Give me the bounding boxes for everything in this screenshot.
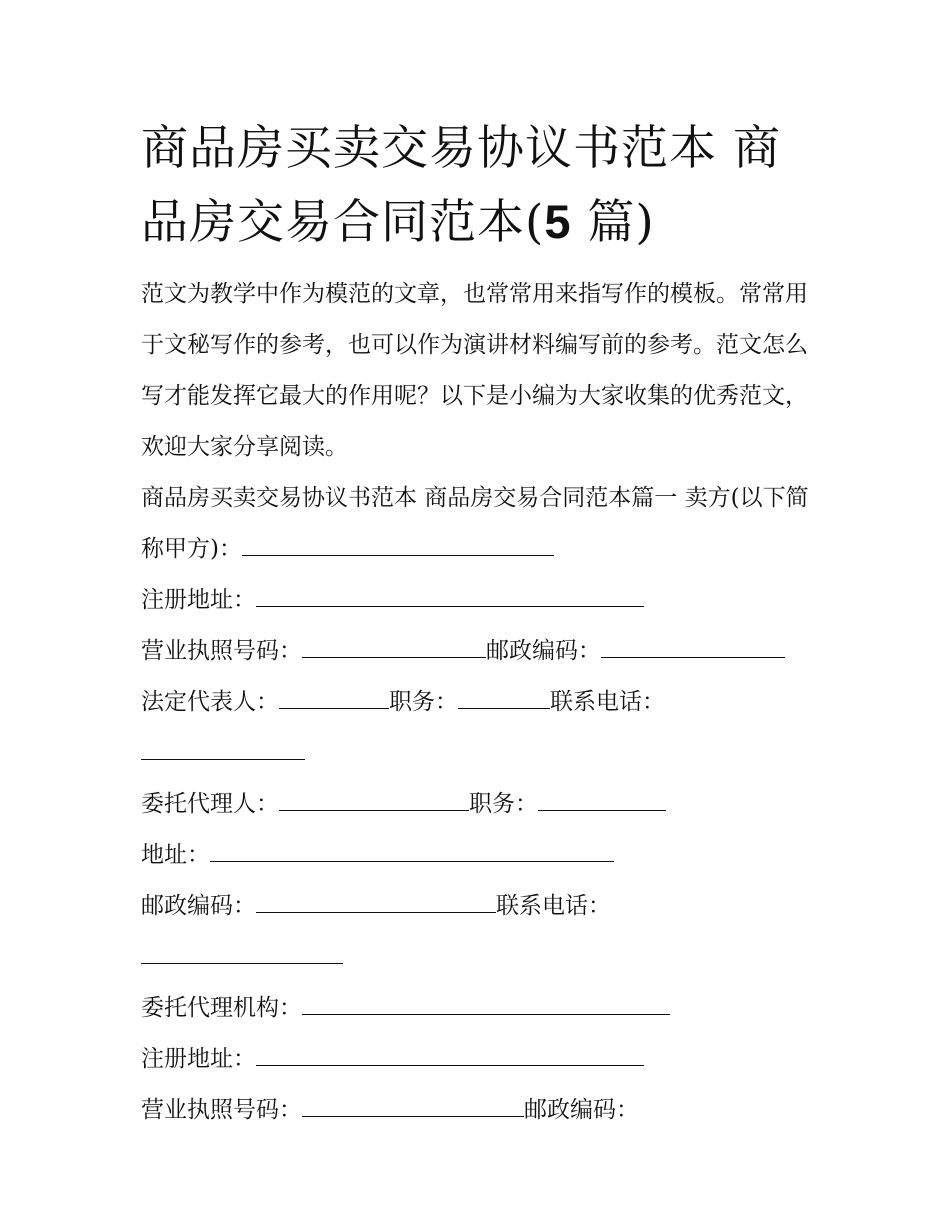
postal-code-2-blank: [256, 892, 496, 913]
registered-address-2-blank: [256, 1045, 644, 1066]
entrusted-agent-label: 委托代理人：: [141, 791, 279, 817]
registered-address-line: [141, 575, 821, 626]
contact-phone-blank: [141, 739, 305, 760]
license-postal-line: [141, 626, 821, 677]
document-body: [141, 269, 821, 1136]
position-label: 职务：: [389, 689, 458, 715]
intro-paragraph: 范文为教学中作为模范的文章，也常常用来指写作的模板。常常用于文秘写作的参考，也可以作为演讲材料编写前的参考。范文怎么写才能发挥它最大的作用呢？以下是小编为大家收集的优秀范文，欢迎大家分享阅读。: [141, 281, 808, 460]
registered-address-2-line: [141, 1034, 821, 1085]
postal-code-label: 邮政编码：: [486, 638, 601, 664]
contact-phone-2-blank: [141, 943, 343, 964]
registered-address-2-label: 注册地址：: [141, 1046, 256, 1072]
agency-label: 委托代理机构：: [141, 995, 302, 1021]
registered-address-blank: [256, 586, 644, 607]
business-license-label: 营业执照号码：: [141, 638, 302, 664]
postal-code-2-label: 邮政编码：: [141, 893, 256, 919]
seller-line: [141, 473, 821, 575]
postal-code-3-label: 邮政编码：: [524, 1097, 639, 1123]
document-title: [141, 112, 821, 259]
business-license-2-label: 营业执照号码：: [141, 1097, 302, 1123]
entrusted-agent-blank: [279, 790, 469, 811]
document-page: [141, 112, 821, 1136]
agency-blank: [302, 994, 670, 1015]
title-number: 5: [544, 195, 572, 248]
agent-line: [141, 779, 821, 830]
address-line: [141, 830, 821, 881]
legal-representative-label: 法定代表人：: [141, 689, 279, 715]
license-postal-2-line: [141, 1085, 821, 1136]
title-text: 商品房买卖交易协议书范本 商品房交易合同范本(: [141, 121, 781, 250]
section-heading: 商品房买卖交易协议书范本 商品房交易合同范本篇一 卖方(以下简称甲方)：: [141, 485, 809, 562]
agency-line: [141, 983, 821, 1034]
legal-representative-blank: [279, 688, 389, 709]
contact-phone-label: 联系电话：: [550, 689, 665, 715]
position-blank: [458, 688, 550, 709]
agent-position-label: 职务：: [469, 791, 538, 817]
business-license-2-blank: [302, 1096, 524, 1117]
address-blank: [210, 841, 614, 862]
address-label: 地址：: [141, 842, 210, 868]
legal-rep-line: [141, 677, 821, 779]
contact-phone-2-label: 联系电话：: [496, 893, 611, 919]
agent-position-blank: [538, 790, 666, 811]
postal-phone-line: [141, 881, 821, 983]
seller-name-blank: [242, 535, 554, 556]
title-suffix: 篇): [571, 195, 655, 250]
registered-address-label: 注册地址：: [141, 587, 256, 613]
postal-code-blank: [601, 637, 785, 658]
business-license-blank: [302, 637, 486, 658]
